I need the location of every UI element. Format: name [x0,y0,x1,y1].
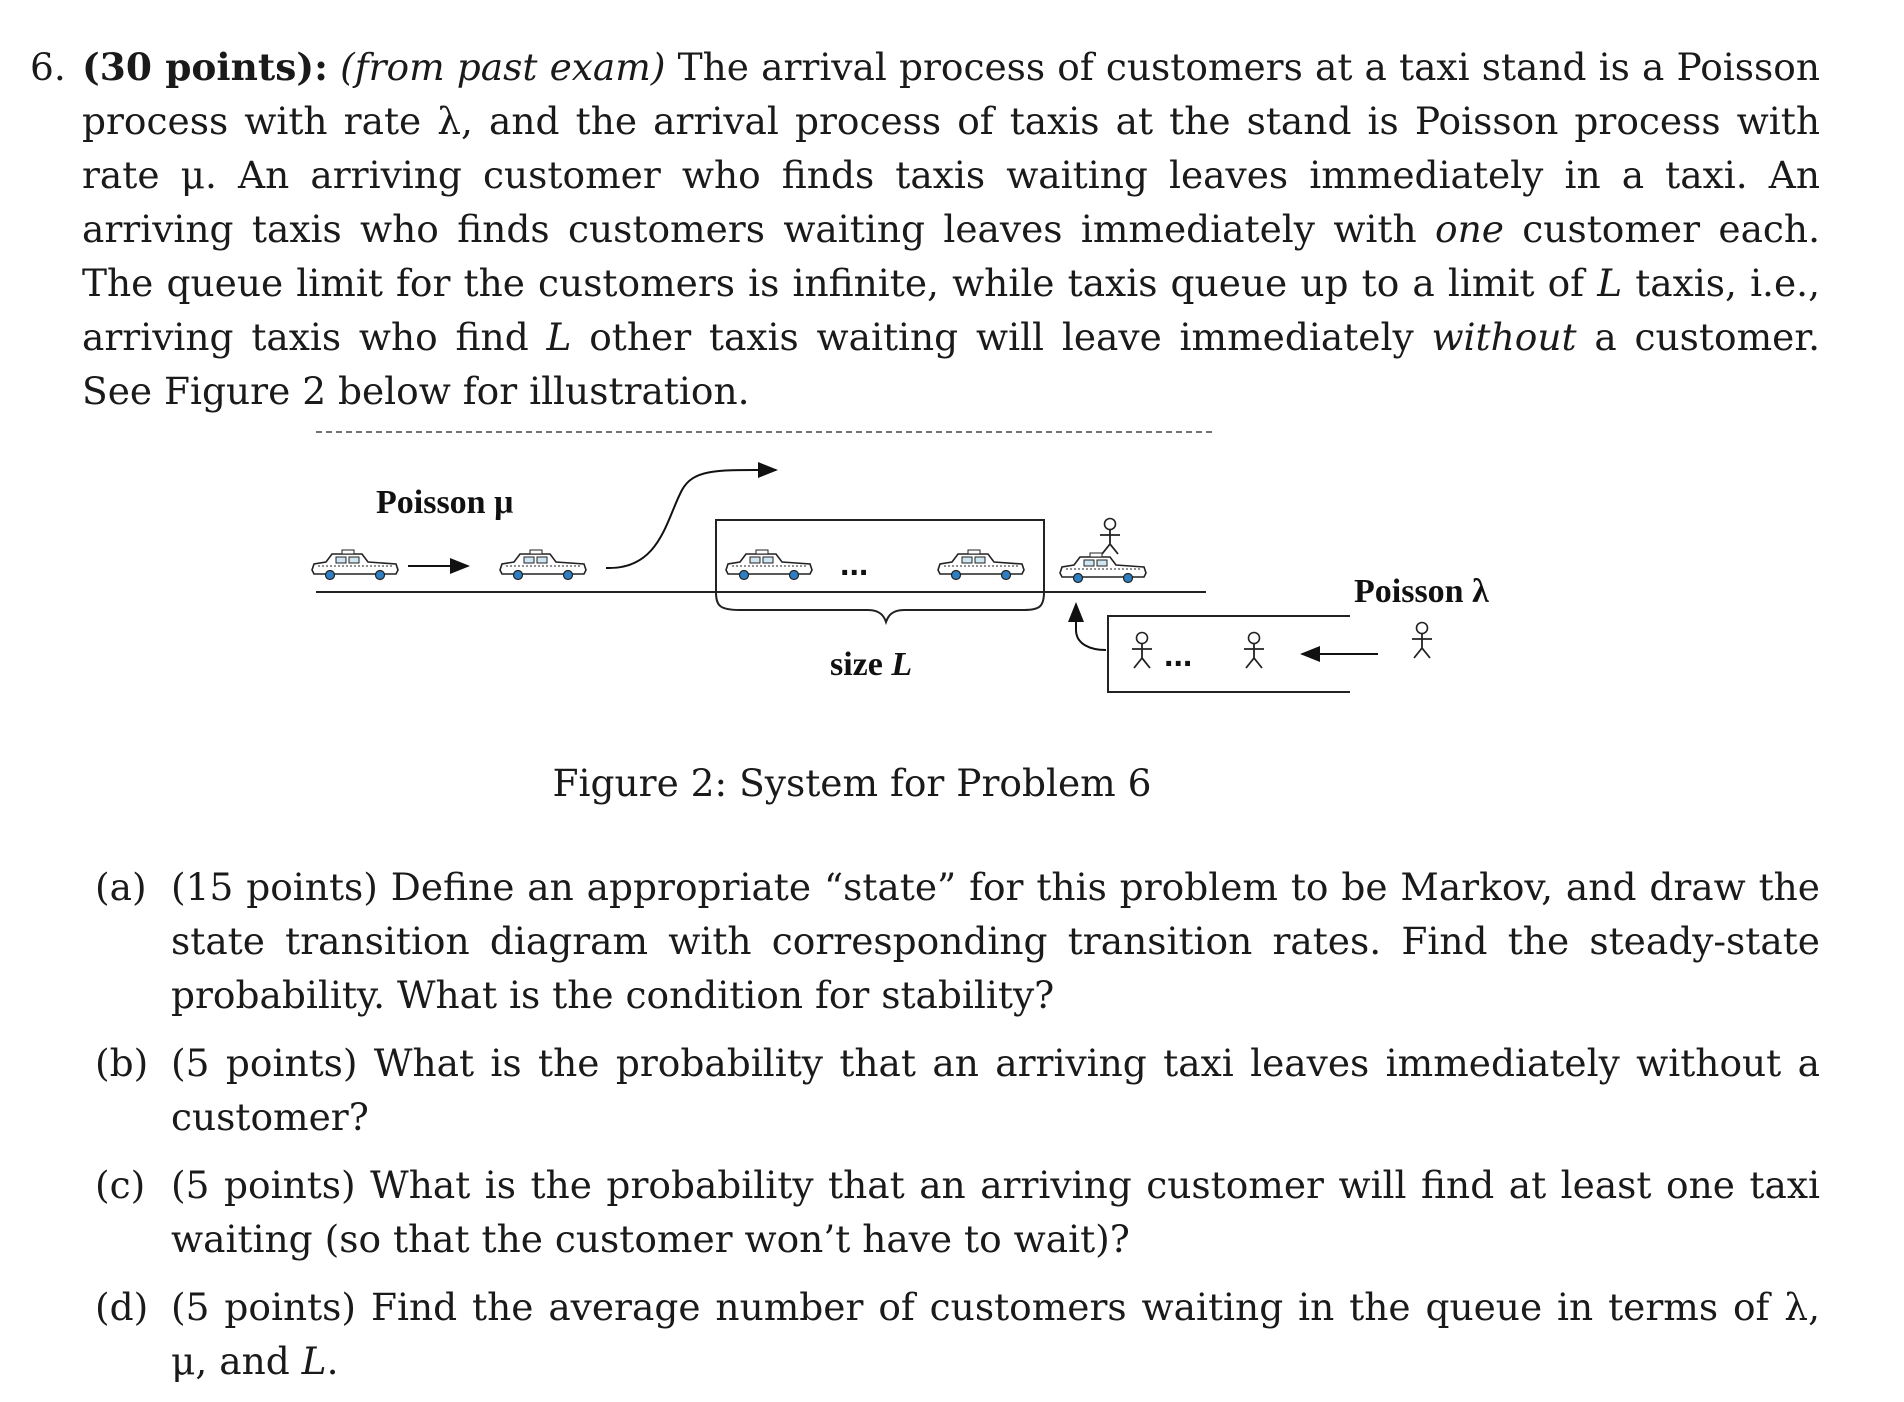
figure-caption: Figure 2: System for Problem 6 [552,761,1152,805]
part-text: (5 points) What is the probability that an arriving customer will find at least one taxi waiting (so that the customer won’t have to wait)? [171,1163,1820,1261]
part-label: (b) [95,1041,149,1085]
part-c [95,1158,1820,1266]
figure-2 [300,410,1489,730]
part-b [95,1036,1820,1144]
departing-customer-icon [1100,519,1120,555]
taxi-stand-diagram [300,410,1489,730]
part-text: (5 points) What is the probability that an arriving taxi leaves immediately without a customer? [171,1041,1820,1139]
problem-text-5: a customer. See Figure 2 below for illustration. [82,315,1821,413]
queued-taxi-icon [938,550,1024,580]
queued-taxi-icon [726,550,812,580]
poisson-lambda-label: Poisson λ [1354,573,1489,610]
poisson-mu-label: Poisson μ [376,484,514,521]
part-text: (15 points) Define an appropriate “state” for this problem to be Markov, and draw the state transition diagram with corresponding transition rates. Find the steady-state probability. What is the condition for stability? [171,865,1820,1017]
size-L-brace [716,592,1044,622]
arriving-customer-icon [1412,623,1432,659]
problem-6 [30,40,1820,418]
arriving-taxi-icon [312,550,398,580]
problem-text-2: customer each. The queue limit for the customers is infinite, while taxis queue up to a limit of [82,207,1820,305]
waiting-customer-icon [1244,633,1264,669]
taxi-queue-dots: ... [840,545,869,583]
size-label: size L [830,646,913,683]
customer-queue-dots: ... [1164,636,1193,674]
problem-var-L: L [1597,261,1623,305]
customer-boarding-arrow [1076,604,1106,650]
problem-points: (30 points): [82,45,328,89]
problem-text-3: taxis, i.e., arriving taxis who find [82,261,1821,359]
part-label: (d) [95,1285,149,1329]
part-text: (5 points) Find the average number of customers waiting in the queue in terms of λ, μ, and [171,1285,1820,1383]
part-var-L: L [301,1339,327,1383]
waiting-customer-icon [1132,633,1152,669]
problem-text-4: other taxis waiting will leave immediately [589,315,1414,359]
problem-statement [82,40,1820,418]
problem-text-1: The arrival process of customers at a taxi stand is a Poisson process with rate λ, and the arrival process of taxis at the stand is Poisson process with rate μ. An arriving customer who finds taxis waiting leaves immediately in a taxi. An arriving taxis who finds customers waiting leaves immediately with [82,45,1821,251]
part-d [95,1280,1820,1388]
problem-source: (from past exam) [340,45,666,89]
part-a [95,860,1820,1022]
arriving-taxi-icon [500,550,586,580]
problem-text-one: one [1435,207,1504,251]
departing-taxi-icon [1060,553,1146,583]
part-label: (c) [95,1163,146,1207]
problem-var-L: L [546,315,572,359]
part-end: . [326,1339,339,1383]
problem-number: 6. [30,45,66,89]
sub-questions [95,860,1820,1402]
problem-text-without: without [1431,315,1577,359]
part-label: (a) [95,865,147,909]
